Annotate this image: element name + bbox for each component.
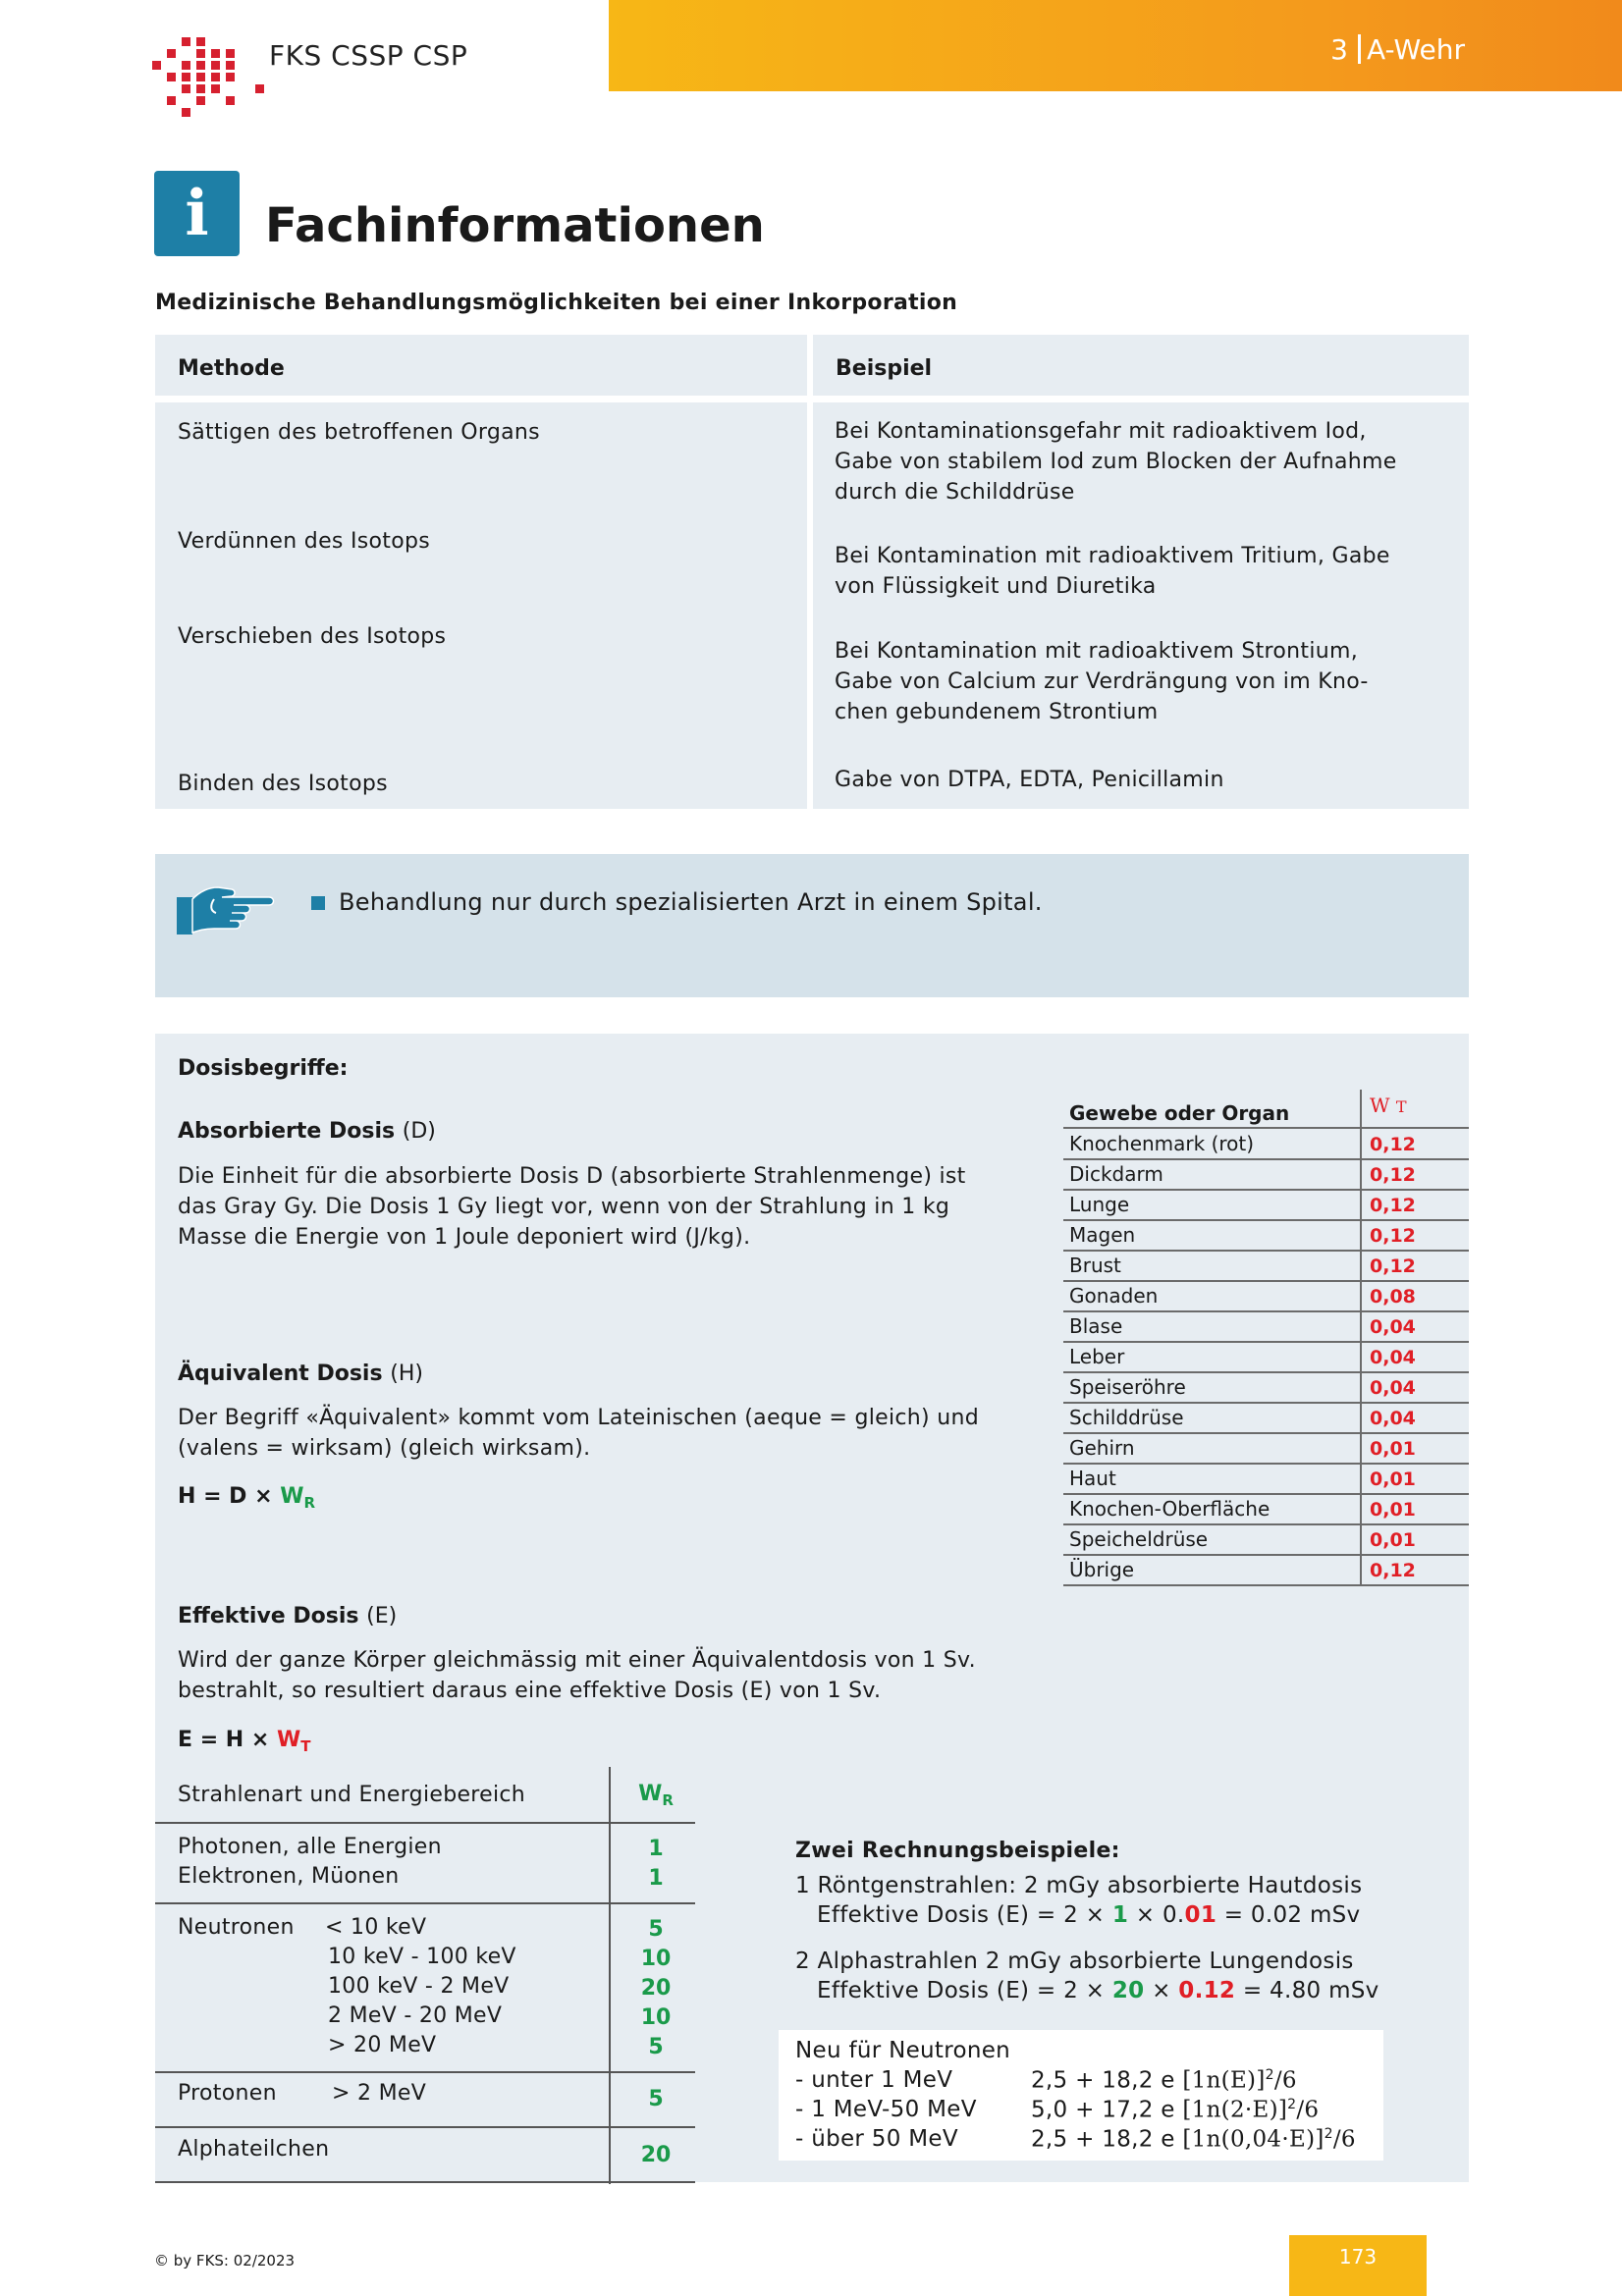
wt-organ: Brust [1069,1254,1121,1277]
example-2-line-1: 2 Alphastrahlen 2 mGy absorbierte Lungendosis [795,1949,1354,1974]
wr-protons: Protonen [178,2081,277,2106]
absorbed-dose-text: Die Einheit für die absorbierte Dosis D (absorbierte Strahlenmenge) ist das Gray Gy. Die Dosis 1 Gy liegt vor, wenn von der Strahlung in 1 kg Masse die Energie von 1 Joule deponiert wird (J/kg). [178,1164,966,1250]
wt-value: 0,12 [1370,1164,1416,1186]
wt-organ: Knochen-Oberfläche [1069,1497,1271,1521]
wt-value: 0,12 [1370,1195,1416,1216]
wr-header-weight: $W_R$ [638,1782,674,1809]
method-cell: Verschieben des Isotops [178,624,447,649]
neutrons-new-label: - 1 MeV-50 MeV [795,2097,977,2122]
wt-header-weight: W T [1370,1094,1407,1117]
wt-table-row [1063,1403,1469,1434]
wt-organ: Übrige [1069,1558,1135,1581]
wt-divider [1360,1555,1362,1584]
wt-organ: Speicheldrüse [1069,1527,1209,1551]
wt-header-organ: Gewebe oder Organ [1069,1101,1290,1125]
method-cell: Sättigen des betroffenen Organs [178,420,540,445]
wr-photons-value: 1 [648,1837,664,1861]
method-cell: Verdünnen des Isotops [178,529,430,554]
table-header-method [155,335,807,396]
wt-value: 0,01 [1370,1529,1416,1551]
wt-divider [1360,1220,1362,1250]
wr-neutron-value: 5 [648,2035,664,2059]
wt-value: 0,08 [1370,1286,1416,1308]
example-cell: Gabe von DTPA, EDTA, Penicillamin [835,768,1224,792]
examples-title: Zwei Rechnungsbeispiele: [795,1839,1120,1863]
chapter-title: A-Wehr [1366,33,1465,66]
wt-table-row [1063,1555,1469,1586]
wt-value: 0,01 [1370,1438,1416,1460]
wt-organ: Schilddrüse [1069,1406,1184,1429]
method-cell: Binden des Isotops [178,772,388,796]
wr-neutron-range: 2 MeV - 20 MeV [328,2003,503,2028]
wr-header: Strahlenart und Energiebereich [178,1783,526,1807]
bullet-icon [311,896,325,910]
wr-alpha: Alphateilchen [178,2137,330,2162]
wr-neutron-value: 10 [640,1947,672,1971]
chapter-divider [1358,34,1361,64]
wr-electrons-value: 1 [648,1866,664,1891]
wt-divider [1360,1129,1362,1158]
section-subtitle: Medizinische Behandlungsmöglichkeiten bei einer Inkorporation [155,291,958,315]
wr-neutron-value: 10 [640,2005,672,2030]
page-number: 173 [1338,2245,1378,2269]
neutrons-new-label: - über 50 MeV [795,2126,958,2152]
example-cell: Bei Kontamination mit radioaktivem Strontium, Gabe von Calcium zur Verdrängung von im Kno- chen gebundenem Strontium [835,639,1369,724]
dosis-heading: Dosisbegriffe: [178,1056,349,1081]
wt-divider [1360,1190,1362,1219]
wt-organ: Lunge [1069,1193,1130,1216]
wt-header-divider [1360,1090,1362,1129]
page-title: Fachinformationen [265,198,765,253]
wt-divider [1360,1281,1362,1310]
wt-value: 0,12 [1370,1134,1416,1155]
wr-neutron-range: 10 keV - 100 keV [328,1945,516,1969]
wr-neutron-range: 100 keV - 2 MeV [328,1974,510,1999]
wt-organ: Speiseröhre [1069,1375,1186,1399]
wt-organ: Magen [1069,1223,1136,1247]
wt-table-row [1063,1220,1469,1252]
equivalent-formula: $H = D \times W_R$ [178,1484,316,1512]
wr-rule [155,2126,695,2128]
wt-value: 0,01 [1370,1468,1416,1490]
wt-value: 0,04 [1370,1408,1416,1429]
wt-divider [1360,1311,1362,1341]
wr-neutron-range: < 10 keV [325,1915,427,1940]
wr-photons: Photonen, alle Energien [178,1835,442,1859]
neutrons-new-formula: 2,5 + 18,2 e $[1n(E)]^2/6$ [1031,2067,1297,2094]
column-header: Beispiel [836,356,933,381]
hint-box [155,854,1469,997]
wr-electrons: Elektronen, Müonen [178,1864,400,1889]
wt-table-row [1063,1342,1469,1373]
wt-table-row [1063,1494,1469,1525]
wt-table-row [1063,1311,1469,1343]
example-2-line-2: Effektive Dosis (E) = 2 × 20 × 0.12 = 4.80 mSv [817,1978,1379,2003]
chapter-number: 3 [1330,33,1348,66]
wt-table-row [1063,1129,1469,1160]
effective-dose-text: Wird der ganze Körper gleichmässig mit einer Äquivalentdosis von 1 Sv. bestrahlt, so resultiert daraus eine effektive Dosis (E) von 1 Sv. [178,1648,976,1703]
hint-text: Behandlung nur durch spezialisierten Arzt in einem Spital. [339,888,1043,916]
wt-table-row [1063,1464,1469,1495]
chapter-band [609,0,1622,91]
wt-divider [1360,1342,1362,1371]
column-header: Methode [178,356,285,381]
table-header-example [813,335,1469,396]
example-1-line-1: 1 Röntgenstrahlen: 2 mGy absorbierte Hautdosis [795,1873,1363,1898]
absorbed-dose-title: Absorbierte Dosis (D) [178,1119,436,1144]
neutrons-new-label: - unter 1 MeV [795,2067,953,2093]
wr-alpha-value: 20 [640,2143,672,2167]
wr-neutron-range: > 20 MeV [328,2033,437,2057]
neutrons-new-formula: 5,0 + 17,2 e $[1n(2\cdot E)]^2/6$ [1031,2097,1320,2123]
wt-organ: Gonaden [1069,1284,1159,1308]
equivalent-dose-text: Der Begriff «Äquivalent» kommt vom Lateinischen (aeque = gleich) und (valens = wirksam) (gleich wirksam). [178,1406,979,1461]
example-cell: Bei Kontamination mit radioaktivem Tritium, Gabe von Flüssigkeit und Diuretika [835,544,1390,599]
brand-name: FKS CSSP CSP [269,39,468,72]
wt-value: 0,01 [1370,1499,1416,1521]
wr-rule [155,1822,695,1824]
wt-table [1063,1090,1469,1129]
wt-organ: Knochenmark (rot) [1069,1132,1255,1155]
wr-neutrons: Neutronen [178,1915,295,1940]
chapter-label [1330,33,1465,66]
wt-value: 0,04 [1370,1347,1416,1368]
wt-value: 0,12 [1370,1225,1416,1247]
wt-organ: Haut [1069,1467,1116,1490]
wt-organ: Gehirn [1069,1436,1135,1460]
effective-formula: $E = H \times W_T$ [178,1728,311,1755]
wt-value: 0,12 [1370,1255,1416,1277]
fks-logo [152,37,265,116]
wt-table-row [1063,1251,1469,1282]
wr-protons-value: 5 [648,2087,664,2111]
wt-organ: Dickdarm [1069,1162,1163,1186]
wt-divider [1360,1494,1362,1523]
effective-dose-title: Effektive Dosis (E) [178,1604,398,1629]
wt-divider [1360,1403,1362,1432]
pointing-hand-icon [175,881,283,944]
wr-neutron-value: 5 [648,1917,664,1942]
example-cell: Bei Kontaminationsgefahr mit radioaktivem Iod, Gabe von stabilem Iod zum Blocken der Aufnahme durch die Schilddrüse [835,419,1397,505]
wt-table-row [1063,1190,1469,1221]
wt-table-row [1063,1372,1469,1404]
equivalent-dose-title: Äquivalent Dosis (H) [178,1362,423,1386]
wt-organ: Leber [1069,1345,1125,1368]
example-1-line-2: Effektive Dosis (E) = 2 × 1 × 0.01 = 0.02 mSv [817,1902,1361,1928]
wt-value: 0,04 [1370,1316,1416,1338]
wt-value: 0,04 [1370,1377,1416,1399]
wr-rule [155,2071,695,2073]
wt-table-row [1063,1281,1469,1312]
info-icon: i [154,171,240,256]
wr-rule [155,1902,695,1904]
copyright: © by FKS: 02/2023 [154,2252,296,2269]
wt-divider [1360,1159,1362,1189]
wt-divider [1360,1372,1362,1402]
wt-divider [1360,1464,1362,1493]
examples-column [813,402,1469,809]
wt-divider [1360,1251,1362,1280]
wt-table-row [1063,1524,1469,1556]
wr-protons-range: > 2 MeV [332,2081,427,2106]
wr-neutron-value: 20 [640,1976,672,2001]
wt-table-row [1063,1433,1469,1465]
wt-organ: Blase [1069,1314,1123,1338]
wt-value: 0,12 [1370,1560,1416,1581]
methods-column [155,402,807,809]
neutrons-new-title: Neu für Neutronen [795,2038,1011,2063]
wr-rule [155,2181,695,2183]
neutrons-new-formula: 2,5 + 18,2 e $[1n(0,04\cdot E)]^2/6$ [1031,2126,1356,2153]
wt-divider [1360,1433,1362,1463]
wt-table-row [1063,1159,1469,1191]
wt-divider [1360,1524,1362,1554]
